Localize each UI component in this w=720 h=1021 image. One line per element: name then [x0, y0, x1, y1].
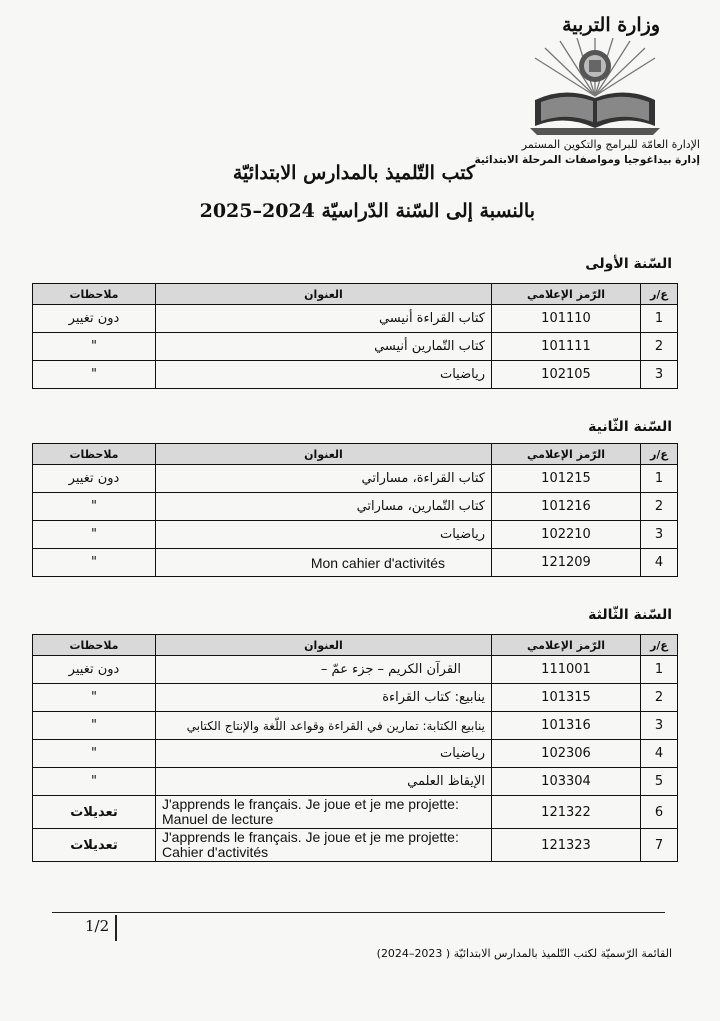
- row-num: 3: [641, 361, 678, 389]
- table-row: [33, 493, 678, 521]
- section-label-grade1: السّنة الأولى: [585, 256, 672, 272]
- table-header-row: [33, 444, 678, 465]
- row-note: ": [33, 361, 156, 389]
- row-num: 1: [641, 305, 678, 333]
- col-header-code: الرّمز الإعلامي: [492, 444, 641, 465]
- col-header-code: الرّمز الإعلامي: [492, 635, 641, 656]
- table-row: [33, 768, 678, 796]
- row-title: Mon cahier d'activités: [156, 549, 492, 577]
- row-note: ": [33, 493, 156, 521]
- row-note: ": [33, 549, 156, 577]
- row-title: رياضيات: [156, 521, 492, 549]
- row-note: ": [33, 333, 156, 361]
- table-header-row: [33, 284, 678, 305]
- col-header-title: العنوان: [156, 284, 492, 305]
- row-code: 103304: [492, 768, 641, 796]
- row-title: القرآن الكريم – جزء عمّ –: [156, 656, 492, 684]
- row-title: كتاب التّمارين، مساراتي: [156, 493, 492, 521]
- ministry-name: وزارة التربية: [562, 14, 660, 36]
- row-note: دون تغيير: [33, 656, 156, 684]
- col-header-code: الرّمز الإعلامي: [492, 284, 641, 305]
- row-num: 2: [641, 493, 678, 521]
- col-header-notes: ملاحظات: [33, 284, 156, 305]
- grade1-table: [32, 283, 678, 389]
- row-note: ": [33, 740, 156, 768]
- row-title: ينابيع: كتاب القراءة: [156, 684, 492, 712]
- grade3-table: [32, 634, 678, 862]
- page-number: 1/2: [85, 917, 110, 935]
- page-number-divider: [115, 915, 117, 941]
- table-row: [33, 740, 678, 768]
- row-num: 1: [641, 656, 678, 684]
- row-code: 111001: [492, 656, 641, 684]
- table-row: [33, 361, 678, 389]
- col-header-title: العنوان: [156, 444, 492, 465]
- row-title: كتاب القراءة، مساراتي: [156, 465, 492, 493]
- row-num: 1: [641, 465, 678, 493]
- page-subtitle: بالنسبة إلى السّنة الدّراسيّة 2024–2025: [199, 200, 535, 222]
- table-row: [33, 684, 678, 712]
- row-note: ": [33, 768, 156, 796]
- row-note: تعديلات: [33, 829, 156, 862]
- row-code: 101316: [492, 712, 641, 740]
- row-title: J'apprends le français. Je joue et je me projette: Manuel de lecture: [156, 796, 492, 829]
- col-header-notes: ملاحظات: [33, 444, 156, 465]
- row-title: رياضيات: [156, 740, 492, 768]
- row-num: 3: [641, 712, 678, 740]
- table-row: [33, 796, 678, 829]
- grade2-table: [32, 443, 678, 577]
- row-code: 102210: [492, 521, 641, 549]
- row-code: 101315: [492, 684, 641, 712]
- table-row: [33, 712, 678, 740]
- row-code: 102105: [492, 361, 641, 389]
- col-header-num: ع/ر: [641, 635, 678, 656]
- row-title: كتاب القراءة أنيسي: [156, 305, 492, 333]
- row-title: كتاب التّمارين أنيسي: [156, 333, 492, 361]
- row-num: 3: [641, 521, 678, 549]
- row-num: 2: [641, 333, 678, 361]
- row-code: 101110: [492, 305, 641, 333]
- table-row: [33, 333, 678, 361]
- ministry-logo-icon: [525, 38, 665, 138]
- row-note: ": [33, 521, 156, 549]
- page-title: كتب التّلميذ بالمدارس الابتدائيّة: [232, 162, 475, 184]
- row-num: 4: [641, 549, 678, 577]
- table-row: [33, 305, 678, 333]
- table-row: [33, 549, 678, 577]
- row-num: 5: [641, 768, 678, 796]
- org-directorate-general: الإدارة العامّة للبرامج والتكوين المستمر: [521, 138, 700, 151]
- row-note: دون تغيير: [33, 305, 156, 333]
- row-code: 101216: [492, 493, 641, 521]
- row-code: 121322: [492, 796, 641, 829]
- row-title: رياضيات: [156, 361, 492, 389]
- table-header-row: [33, 635, 678, 656]
- row-code: 101215: [492, 465, 641, 493]
- section-label-grade2: السّنة الثّانية: [588, 419, 672, 435]
- ministry-header: [474, 8, 700, 168]
- row-code: 102306: [492, 740, 641, 768]
- footer-divider: [52, 912, 665, 913]
- col-header-num: ع/ر: [641, 444, 678, 465]
- row-code: 121209: [492, 549, 641, 577]
- col-header-notes: ملاحظات: [33, 635, 156, 656]
- row-note: ": [33, 712, 156, 740]
- row-num: 7: [641, 829, 678, 862]
- section-label-grade3: السّنة الثّالثة: [588, 607, 672, 623]
- row-code: 101111: [492, 333, 641, 361]
- org-directorate-pedagogy: إدارة بيداغوجيا ومواصفات المرحلة الابتدائية: [474, 154, 700, 166]
- row-title: ينابيع الكتابة: تمارين في القراءة وقواعد اللّغة والإنتاج الكتابي: [156, 712, 492, 740]
- row-num: 6: [641, 796, 678, 829]
- table-row: [33, 656, 678, 684]
- row-code: 121323: [492, 829, 641, 862]
- footer-caption: القائمة الرّسميّة لكتب التّلميذ بالمدارس الابتدائيّة ( 2023–2024): [376, 947, 672, 960]
- row-note: ": [33, 684, 156, 712]
- row-num: 2: [641, 684, 678, 712]
- row-title: الإيقاظ العلمي: [156, 768, 492, 796]
- col-header-num: ع/ر: [641, 284, 678, 305]
- row-note: تعديلات: [33, 796, 156, 829]
- col-header-title: العنوان: [156, 635, 492, 656]
- table-row: [33, 465, 678, 493]
- row-num: 4: [641, 740, 678, 768]
- row-title: J'apprends le français. Je joue et je me projette: Cahier d'activités: [156, 829, 492, 862]
- table-row: [33, 521, 678, 549]
- table-row: [33, 829, 678, 862]
- row-note: دون تغيير: [33, 465, 156, 493]
